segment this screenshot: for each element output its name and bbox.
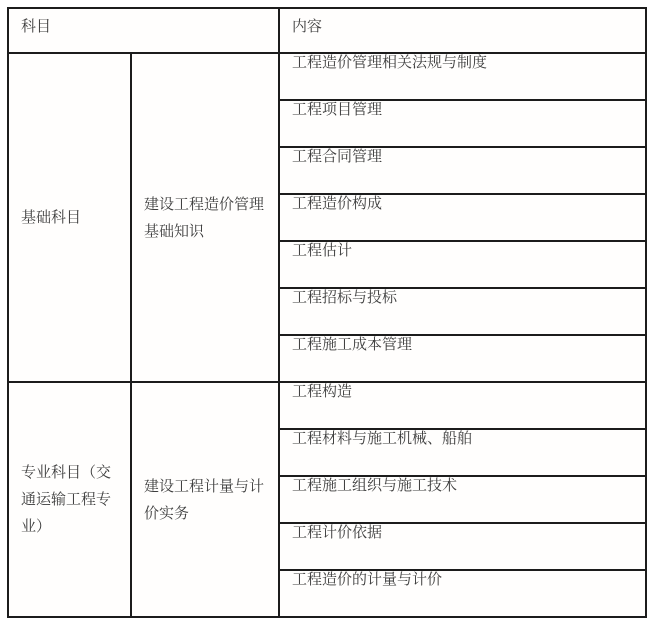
header-cell-subject: 科目 [8,8,279,53]
topic-cell: 工程造价管理相关法规与制度 [279,53,646,100]
topic-cell: 工程造价的计量与计价 [279,570,646,617]
topic-cell: 工程施工成本管理 [279,335,646,382]
topic-cell: 工程估计 [279,241,646,288]
course-cell-basic: 建设工程造价管理基础知识 [131,53,279,382]
course-cell-professional: 建设工程计量与计价实务 [131,382,279,617]
table-header-row [8,8,646,53]
topic-cell: 工程招标与投标 [279,288,646,335]
topic-cell: 工程造价构成 [279,194,646,241]
topic-cell: 工程构造 [279,382,646,429]
topic-cell: 工程项目管理 [279,100,646,147]
subject-cell-basic: 基础科目 [8,53,131,382]
header-cell-content: 内容 [279,8,646,53]
exam-subjects-table [7,7,647,618]
topic-cell: 工程合同管理 [279,147,646,194]
topic-cell: 工程材料与施工机械、船舶 [279,429,646,476]
table-row [8,53,646,100]
subject-cell-professional: 专业科目（交通运输工程专业） [8,382,131,617]
table-row [8,382,646,429]
topic-cell: 工程施工组织与施工技术 [279,476,646,523]
topic-cell: 工程计价依据 [279,523,646,570]
